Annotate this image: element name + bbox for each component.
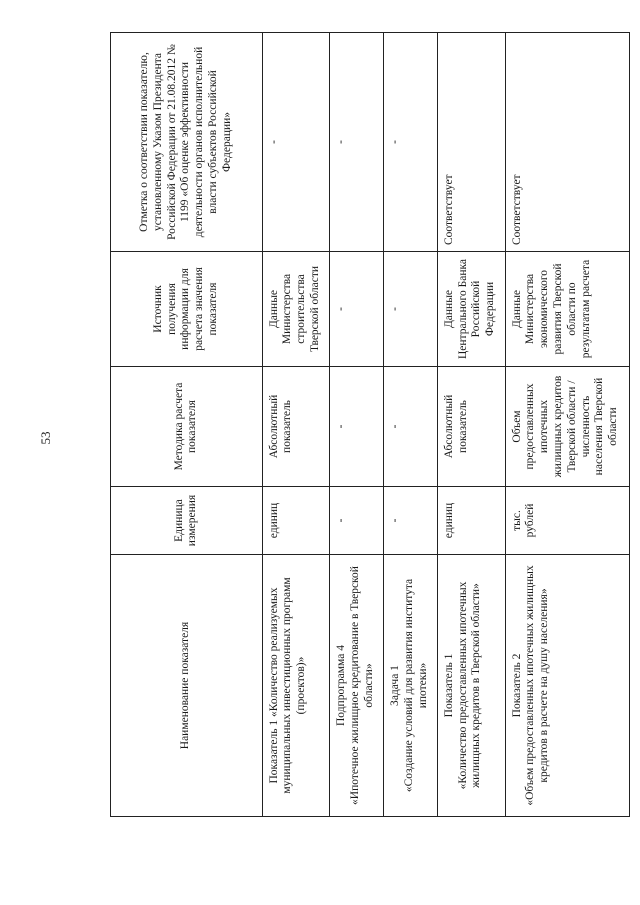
row-unit-cell: единиц bbox=[437, 487, 505, 555]
row-name-cell bbox=[384, 555, 438, 817]
header-name: Наименование показателя bbox=[111, 555, 263, 817]
row-method-cell: Абсолютный показатель bbox=[262, 367, 330, 487]
header-source: Источник получения информации для расчета значения показателя bbox=[111, 252, 263, 367]
row-unit-cell: тыс. рублей bbox=[505, 487, 629, 555]
row-method-cell: - bbox=[384, 367, 438, 487]
table-rotation-frame bbox=[110, 33, 630, 817]
row-source-cell: Данные Центрального Банка Российской Федерации bbox=[437, 252, 505, 367]
row-source-cell: Данные Министерства строительства Тверской области bbox=[262, 252, 330, 367]
row-compliance-cell: - bbox=[262, 33, 330, 252]
row-method-cell: - bbox=[330, 367, 384, 487]
header-unit: Единица измерения bbox=[111, 487, 263, 555]
row-name-cell bbox=[437, 555, 505, 817]
page-number: 53 bbox=[38, 431, 53, 445]
row-compliance-cell: - bbox=[330, 33, 384, 252]
row-name-title: Показатель 1 «Количество реализуемых муниципальных инвестиционных программ (проектов)» bbox=[267, 577, 308, 794]
indicators-table bbox=[110, 32, 630, 817]
header-method: Методика расчета показателя bbox=[111, 367, 263, 487]
row-name-title: Показатель 2 bbox=[510, 653, 523, 718]
table-row bbox=[262, 33, 330, 817]
table-header-row bbox=[111, 33, 263, 817]
header-compliance: Отметка о соответствии показателю, установленному Указом Президента Российской Федерации от 21.08.2012 № 1199 «Об оценке эффективности деятельности органов исполнительной власти субъектов Российской Федерации» bbox=[111, 33, 263, 252]
row-compliance-cell: Соответствует bbox=[505, 33, 629, 252]
row-compliance-cell: Соответствует bbox=[437, 33, 505, 252]
row-method-cell: Абсолютный показатель bbox=[437, 367, 505, 487]
row-compliance-cell: - bbox=[384, 33, 438, 252]
row-source-cell: Данные Министерства экономического развития Тверской области по результатам расчета bbox=[505, 252, 629, 367]
row-name-body: «Создание условий для развития института ипотеки» bbox=[402, 578, 429, 793]
row-name-title: Подпрограмма 4 bbox=[335, 645, 348, 727]
row-unit-cell: - bbox=[330, 487, 384, 555]
row-name-body: «Ипотечное жилищное кредитование в Тверской области» bbox=[349, 566, 376, 805]
table-row bbox=[384, 33, 438, 817]
row-name-title: Задача 1 bbox=[389, 665, 402, 706]
row-name-cell bbox=[330, 555, 384, 817]
table-row bbox=[437, 33, 505, 817]
row-name-cell bbox=[505, 555, 629, 817]
table-row bbox=[505, 33, 629, 817]
row-source-cell: - bbox=[384, 252, 438, 367]
row-name-title: Показатель 1 bbox=[442, 653, 455, 718]
row-name-body: «Количество предоставленных ипотечных жилищных кредитов в Тверской области» bbox=[456, 581, 483, 790]
row-method-cell: Объем предоставленных ипотечных жилищных кредитов Тверской области / численность населения Тверской области bbox=[505, 367, 629, 487]
row-name-cell bbox=[262, 555, 330, 817]
row-name-body: «Объем предоставленных ипотечных жилищных кредитов в расчете на душу населения» bbox=[524, 565, 551, 806]
table-row bbox=[330, 33, 384, 817]
row-unit-cell: единиц bbox=[262, 487, 330, 555]
row-source-cell: - bbox=[330, 252, 384, 367]
row-unit-cell: - bbox=[384, 487, 438, 555]
